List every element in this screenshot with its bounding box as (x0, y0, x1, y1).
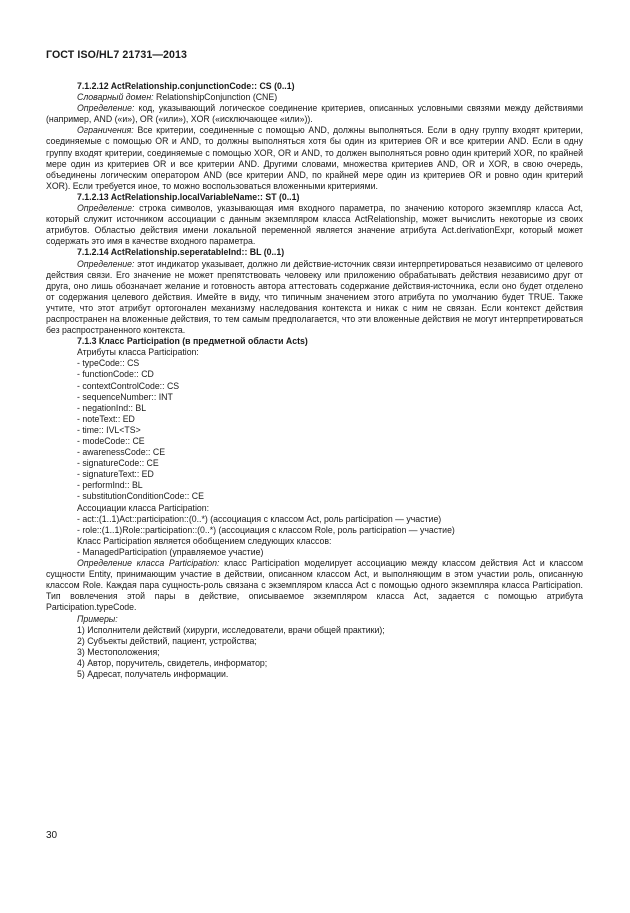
definition-paragraph (46, 259, 583, 337)
section-heading-participation-class: 7.1.3 Класс Participation (в предметной области Acts) (77, 336, 308, 347)
class-definition-paragraph (46, 558, 583, 613)
section-heading-seperatable-ind: 7.1.2.14 ActRelationship.seperatableInd:: BL (0..1) (77, 247, 285, 258)
section-heading-conjunction-code: 7.1.2.12 ActRelationship.conjunctionCode:: CS (0..1) (77, 81, 295, 91)
attribute-item: - performInd:: BL (77, 480, 143, 491)
constraints-paragraph (46, 125, 583, 192)
paragraph-text: Все критерии, соединенные с помощью AND, должны выполняться. Если в одну группу входят критерии, соединяемые с помощью OR и AND, то должны выполняться хотя бы один из критериев OR и все критерии AND. Если в одну группу входят критерии, соединяемые с помощью XOR, OR и AND, то должен выполняться ровно один критерий XOR, по крайней мере один из критериев OR и все критерии AND. Другими словами, множества критериев AND, OR и XOR, в свою очередь, объединены логическим оператором AND (все критерии AND, по крайней мере один из критериев OR и ровно один критерий XOR). Если требуется иное, то можно воспользоваться вложенными критериями. (46, 125, 583, 191)
attribute-item: - signatureText:: ED (77, 469, 154, 480)
definition-paragraph (46, 203, 583, 247)
attribute-item: - noteText:: ED (77, 413, 135, 424)
definition-paragraph (46, 103, 583, 125)
attribute-item: - sequenceNumber:: INT (77, 391, 173, 402)
associations-label: Ассоциации класса Participation: (77, 502, 210, 513)
term-label: Определение: (77, 103, 135, 114)
generalization-label: Класс Participation является обобщением следующих классов: (77, 535, 332, 546)
attribute-item: - signatureCode:: CE (77, 458, 159, 469)
paragraph-text: класс Participation моделирует ассоциацию между классом действия Act и классом сущности Entity, принимающим участие в действии, описанном классом Act, и выполняющим в этом участии роль, описанную классом Role. Каждая пара сущность-роль связана с экземпляром класса Act с помощью одного экземпляра класса Participation. Тип вовлечения этой пары в действие, описываемое экземпляром класса Act, задается с помощью атрибута Participation.typeCode. (46, 558, 583, 613)
attribute-item: - functionCode:: CD (77, 369, 154, 380)
example-item: 3) Местоположения; (77, 646, 160, 657)
document-body (46, 81, 583, 680)
attribute-item: - modeCode:: CE (77, 436, 145, 446)
term-label: Определение: (77, 258, 135, 269)
examples-label: Примеры: (77, 613, 118, 624)
term-label: Определение класса Participation: (77, 558, 220, 569)
attribute-item: - negationInd:: BL (77, 402, 147, 413)
generalization-item: - ManagedParticipation (управляемое участие) (77, 546, 264, 557)
paragraph-text: этот индикатор указывает, должно ли действие-источник связи интерпретироваться независимо от целевого действия связи. Его значение не может препятствовать человеку или приложению обрабатывать действия независимо друг от друга, оно лишь обозначает желание и готовность автора аттестовать содержание действия-источника, если оно будет отделено от содержания целевого действия. Имейте в виду, что типичным значением этого атрибута по умолчанию будет TRUE. Также учтите, что этот атрибут ортогонален механизму наследования контекста и никак с ним не связан. Если контекст действия распространен на вложенные действия, то тем самым предполагается, что эти вложенные действия не могут интерпретироваться без распространенного контекста. (46, 258, 583, 336)
example-item: 1) Исполнители действий (хирурги, исследователи, врачи общей практики); (77, 624, 385, 635)
attribute-item: - substitutionConditionCode:: CE (77, 491, 204, 502)
paragraph-text: строка символов, указывающая имя входного параметра, по значению которого экземпляр класса Act, который служит источником ассоциации с данным экземпляром класса ActRelationship, может вычислить некоторые из своих атрибутов. Областью действия имени локальной переменной является значение атрибута Act.derivationExpr, который может содержать это имя в качестве входного параметра. (46, 203, 583, 247)
example-item: 4) Автор, поручитель, свидетель, информатор; (77, 657, 268, 668)
term-label: Определение: (77, 203, 135, 214)
example-item: 2) Субъекты действий, пациент, устройства; (77, 635, 257, 646)
paragraph-text: RelationshipConjunction (CNE) (153, 92, 278, 103)
document-header: ГОСТ ISO/HL7 21731—2013 (46, 49, 187, 61)
attribute-item: - time:: IVL<TS> (77, 424, 141, 435)
attributes-label: Атрибуты класса Participation: (77, 347, 199, 358)
page-number: 30 (46, 830, 58, 841)
term-label: Ограничения: (77, 125, 134, 136)
section-heading-local-variable-name: 7.1.2.13 ActRelationship.localVariableName:: ST (0..1) (77, 191, 300, 202)
attribute-item: - awarenessCode:: CE (77, 447, 166, 458)
attribute-item: - typeCode:: CS (77, 358, 140, 369)
association-item: - role::(1..1)Role::participation::(0..*) (ассоциация с классом Role, роль participation — участие) (77, 524, 455, 535)
attribute-item: - contextControlCode:: CS (77, 380, 180, 391)
paragraph-text: код, указывающий логическое соединение критериев, описанных условными связями между действиями (например, AND («и»), OR («или»), XOR («исключающее «или»)). (46, 103, 583, 125)
term-label: Словарный домен: (77, 92, 154, 103)
example-item: 5) Адресат, получатель информации. (77, 668, 229, 679)
vocabulary-domain-paragraph (46, 92, 583, 103)
association-item: - act::(1..1)Act::participation::(0..*) (ассоциация с классом Act, роль participation — участие) (77, 513, 442, 524)
